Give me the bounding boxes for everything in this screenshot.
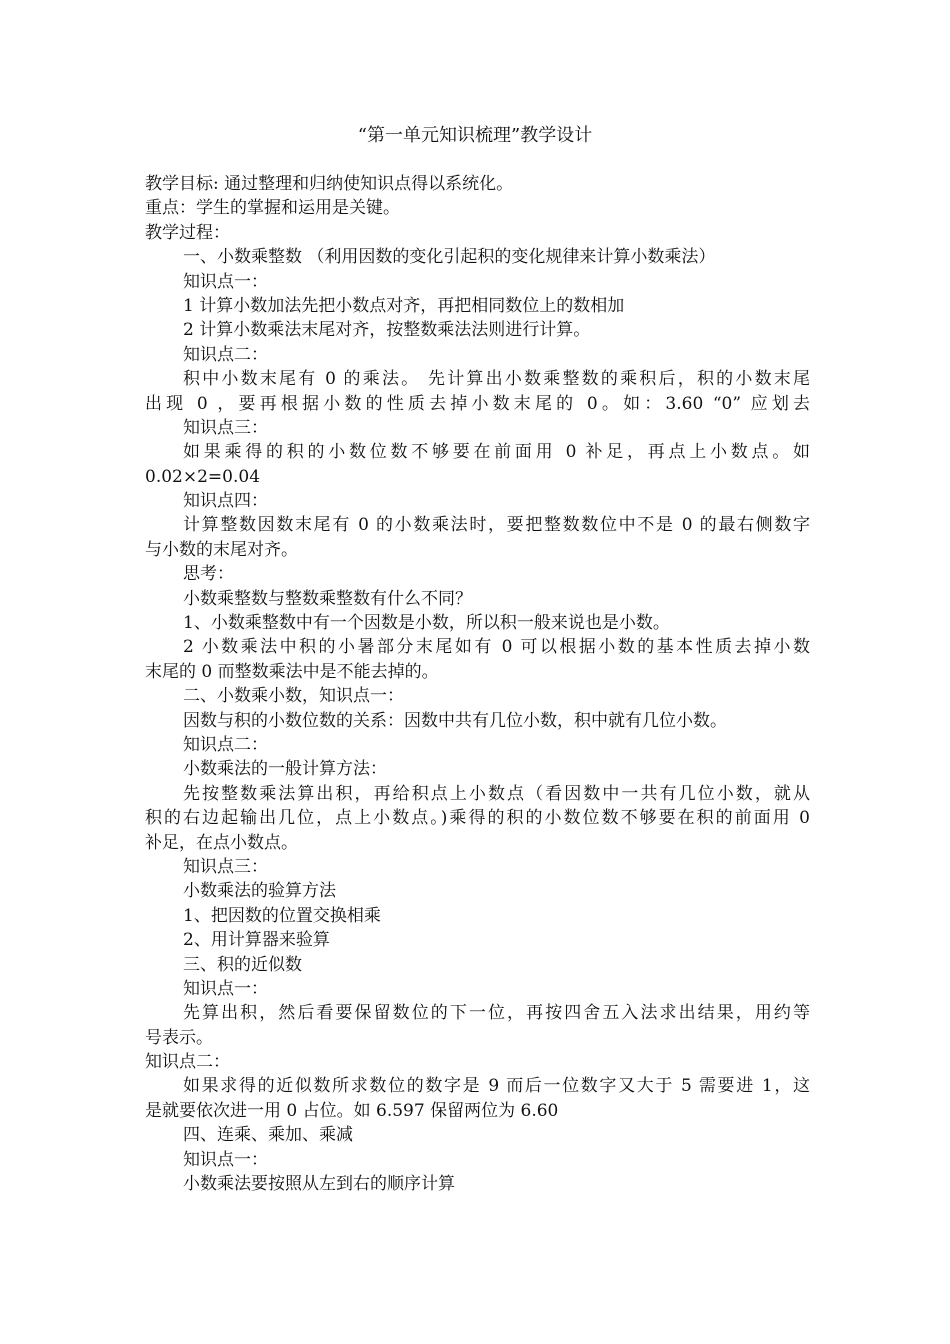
text-line: 小数乘法的一般计算方法：: [183, 759, 387, 780]
text-line: 积的右边起输出几位，点上小数点。)乘得的积的小数位数不够要在积的前面用 0: [145, 808, 810, 829]
text-line: 1、小数乘整数中有一个因数是小数，所以积一般来说也是小数。: [183, 613, 670, 634]
text-line: 出现 0 ，要再根据小数的性质去掉小数末尾的 0。如：3.60 “0” 应划去: [145, 393, 810, 414]
text-line: 知识点二：: [183, 734, 268, 755]
text-line: 小数乘法要按照从左到右的顺序计算: [183, 1174, 455, 1195]
text-line: 补足，在点小数点。: [145, 832, 298, 853]
text-line: 知识点三：: [183, 417, 268, 438]
text-line: 知识点二：: [145, 1052, 230, 1073]
text-line: 知识点一：: [183, 978, 268, 999]
text-line: 计算整数因数末尾有 0 的小数乘法时，要把整数数位中不是 0 的最右侧数字: [183, 515, 810, 536]
text-line: 与小数的末尾对齐。: [145, 539, 298, 560]
text-line: 二、小数乘小数，知识点一：: [183, 686, 404, 707]
text-line: 先算出积，然后看要保留数位的下一位，再按四舍五入法求出结果，用约等: [183, 1003, 810, 1024]
text-line: 知识点四：: [183, 491, 268, 512]
text-line: 1 计算小数加法先把小数点对齐，再把相同数位上的数相加: [183, 295, 625, 316]
text-line: 教学过程：: [145, 222, 230, 243]
text-line: 是就要依次进一用 0 占位。如 6.597 保留两位为 6.60: [145, 1100, 559, 1121]
text-line: 积中小数末尾有 0 的乘法。 先计算出小数乘整数的乘积后，积的小数末尾: [183, 369, 810, 390]
document-title: “第一单元知识梳理”教学设计: [357, 125, 593, 146]
text-line: 知识点一：: [183, 271, 268, 292]
text-line: 四、连乘、乘加、乘减: [183, 1125, 353, 1146]
text-line: 2 计算小数乘法末尾对齐，按整数乘法法则进行计算。: [183, 320, 591, 341]
text-line: 重点：学生的掌握和运用是关键。: [145, 198, 400, 219]
text-line: 号表示。: [145, 1027, 213, 1048]
text-line: 2 小数乘法中积的小暑部分末尾如有 0 可以根据小数的基本性质去掉小数: [183, 637, 810, 658]
text-line: 如果求得的近似数所求数位的数字是 9 而后一位数字又大于 5 需要进 1，这: [183, 1076, 810, 1097]
text-line: 一、小数乘整数 （利用因数的变化引起积的变化规律来计算小数乘法）: [183, 247, 716, 268]
text-line: 如果乘得的积的小数位数不够要在前面用 0 补足，再点上小数点。如: [183, 442, 810, 463]
text-line: 1、把因数的位置交换相乘: [183, 905, 381, 926]
text-line: 思考：: [183, 564, 234, 585]
text-line: 0.02×2=0.04: [145, 466, 261, 487]
text-line: 知识点二：: [183, 344, 268, 365]
text-line: 先按整数乘法算出积，再给积点上小数点（看因数中一共有几位小数，就从: [183, 783, 810, 804]
text-line: 知识点三：: [183, 856, 268, 877]
text-line: 小数乘法的验算方法: [183, 881, 336, 902]
text-line: 末尾的 0 而整数乘法中是不能去掉的。: [145, 661, 439, 682]
text-line: 教学目标: 通过整理和归纳使知识点得以系统化。: [145, 174, 514, 194]
text-line: 因数与积的小数位数的关系：因数中共有几位小数，积中就有几位小数。: [183, 710, 727, 731]
text-line: 三、积的近似数: [183, 954, 302, 975]
text-line: 2、用计算器来验算: [183, 930, 330, 951]
document-body: [145, 172, 810, 1196]
text-line: 知识点一：: [183, 1149, 268, 1170]
text-line: 小数乘整数与整数乘整数有什么不同？: [183, 588, 472, 609]
